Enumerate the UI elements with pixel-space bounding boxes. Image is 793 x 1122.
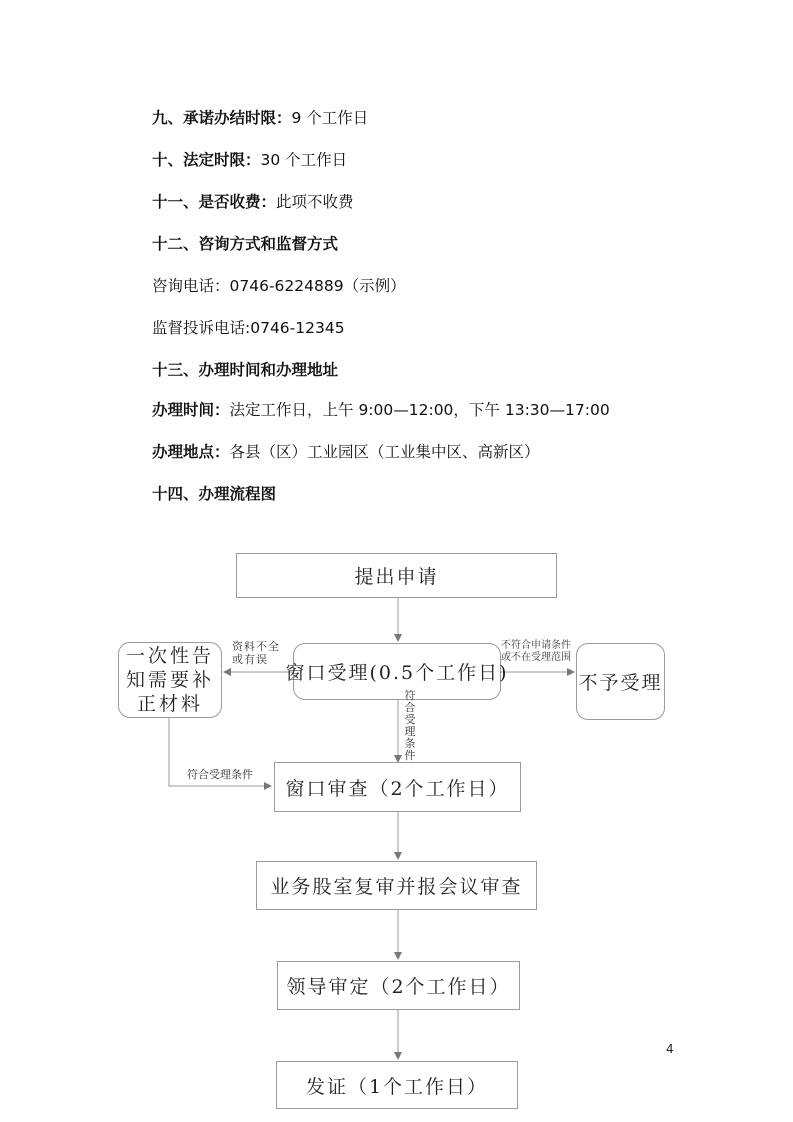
flow-issue-certificate bbox=[276, 1061, 518, 1109]
flow-reject bbox=[576, 643, 665, 720]
flow-window-accept-text: 窗口受理(0.5个工作日) bbox=[285, 662, 509, 684]
section-label: 十四、办理流程图 bbox=[152, 485, 277, 503]
section-label: 十、法定时限： bbox=[152, 151, 261, 169]
flow-leader-decision bbox=[277, 961, 520, 1010]
section-value: 各县（区）工业园区（工业集中区、高新区） bbox=[229, 443, 540, 461]
flow-department-review bbox=[256, 861, 537, 910]
flow-submit-application bbox=[236, 553, 557, 598]
flow-submit-text: 提出申请 bbox=[354, 566, 439, 588]
section-label: 十二、咨询方式和监督方式 bbox=[152, 235, 339, 253]
section-value: 法定工作日，上午 9:00—12:00，下午 13:30—17:00 bbox=[229, 401, 610, 419]
label-not-eligible-line1: 不符合申请条件 bbox=[501, 640, 571, 651]
flow-notify-supplement-text: 一次性告知需要补正材料 bbox=[125, 645, 214, 715]
section-value: 此项不收费 bbox=[276, 193, 354, 211]
section-value: 30 个工作日 bbox=[260, 151, 348, 169]
section-label: 办理时间： bbox=[152, 401, 230, 419]
page-number: 4 bbox=[666, 1042, 674, 1056]
section-label: 十三、办理时间和办理地址 bbox=[152, 361, 339, 379]
section-value: 咨询电话：0746-6224889（示例） bbox=[152, 277, 406, 295]
flow-window-review bbox=[274, 762, 521, 812]
section-label: 九、承诺办结时限： bbox=[152, 109, 292, 127]
label-eligible-horizontal: 符合受理条件 bbox=[187, 768, 253, 781]
section-label: 十一、是否收费： bbox=[152, 193, 277, 211]
flow-issue-certificate-text: 发证（1个工作日） bbox=[305, 1075, 489, 1098]
flow-leader-decision-text: 领导审定（2个工作日） bbox=[286, 976, 511, 998]
section-value: 监督投诉电话:0746-12345 bbox=[152, 319, 345, 337]
label-incomplete-materials: 资料不全或有误 bbox=[232, 640, 280, 666]
section-label: 办理地点： bbox=[152, 443, 230, 461]
section-value: 9 个工作日 bbox=[291, 109, 369, 127]
flow-reject-text: 不予受理 bbox=[578, 672, 663, 694]
flow-window-accept bbox=[285, 643, 509, 700]
flow-notify-supplement bbox=[118, 642, 222, 718]
label-eligible-vertical: 符合受理条件 bbox=[404, 689, 416, 762]
label-not-eligible-line2: 或不在受理范围 bbox=[501, 652, 571, 663]
flow-window-review-text: 窗口审查（2个工作日） bbox=[285, 777, 510, 800]
flow-department-review-text: 业务股室复审并报会议审查 bbox=[270, 876, 523, 898]
